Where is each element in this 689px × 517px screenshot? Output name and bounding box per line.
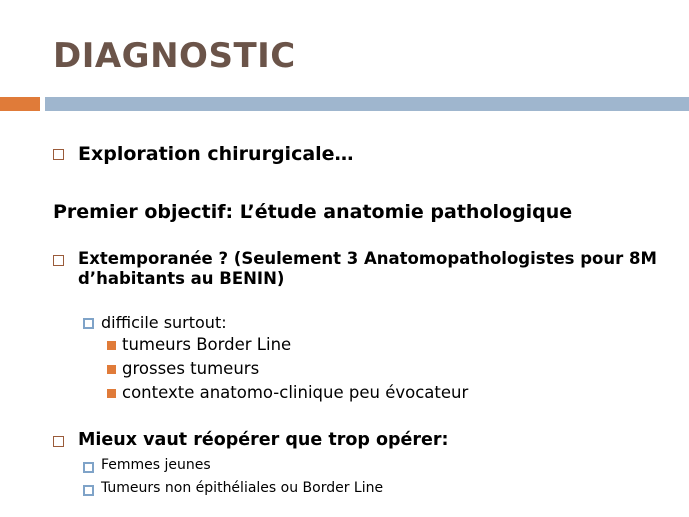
bullet-text: Extemporanée ? (Seulement 3 Anatomopathologistes pour 8M d’habitants au BENIN) [78, 249, 657, 288]
list-item-text: grosses tumeurs [122, 359, 260, 378]
sub-bullet-text: Femmes jeunes [101, 457, 211, 473]
list-item-text: tumeurs Border Line [122, 335, 292, 354]
square-bullet-icon [83, 485, 94, 496]
accent-bar [0, 97, 40, 111]
square-bullet-icon [83, 462, 94, 473]
square-bullet-icon [53, 255, 64, 266]
header-band [45, 97, 689, 111]
square-bullet-icon [53, 436, 64, 447]
square-bullet-icon [83, 318, 94, 329]
bullet-text: Exploration chirurgicale… [78, 143, 354, 165]
bullet-text: Mieux vaut réopérer que trop opérer: [78, 430, 449, 450]
premier-objectif-heading: Premier objectif: L’étude anatomie pathologique [53, 201, 573, 223]
list-item-text: contexte anatomo-clinique peu évocateur [122, 383, 469, 402]
sub-bullet-text: Tumeurs non épithéliales ou Border Line [101, 480, 384, 496]
sub-bullet-text: difficile surtout: [101, 313, 227, 332]
slide-title: DIAGNOSTIC [53, 36, 296, 76]
square-bullet-icon [53, 149, 64, 160]
filled-square-bullet-icon [107, 341, 116, 350]
filled-square-bullet-icon [107, 389, 116, 398]
filled-square-bullet-icon [107, 365, 116, 374]
